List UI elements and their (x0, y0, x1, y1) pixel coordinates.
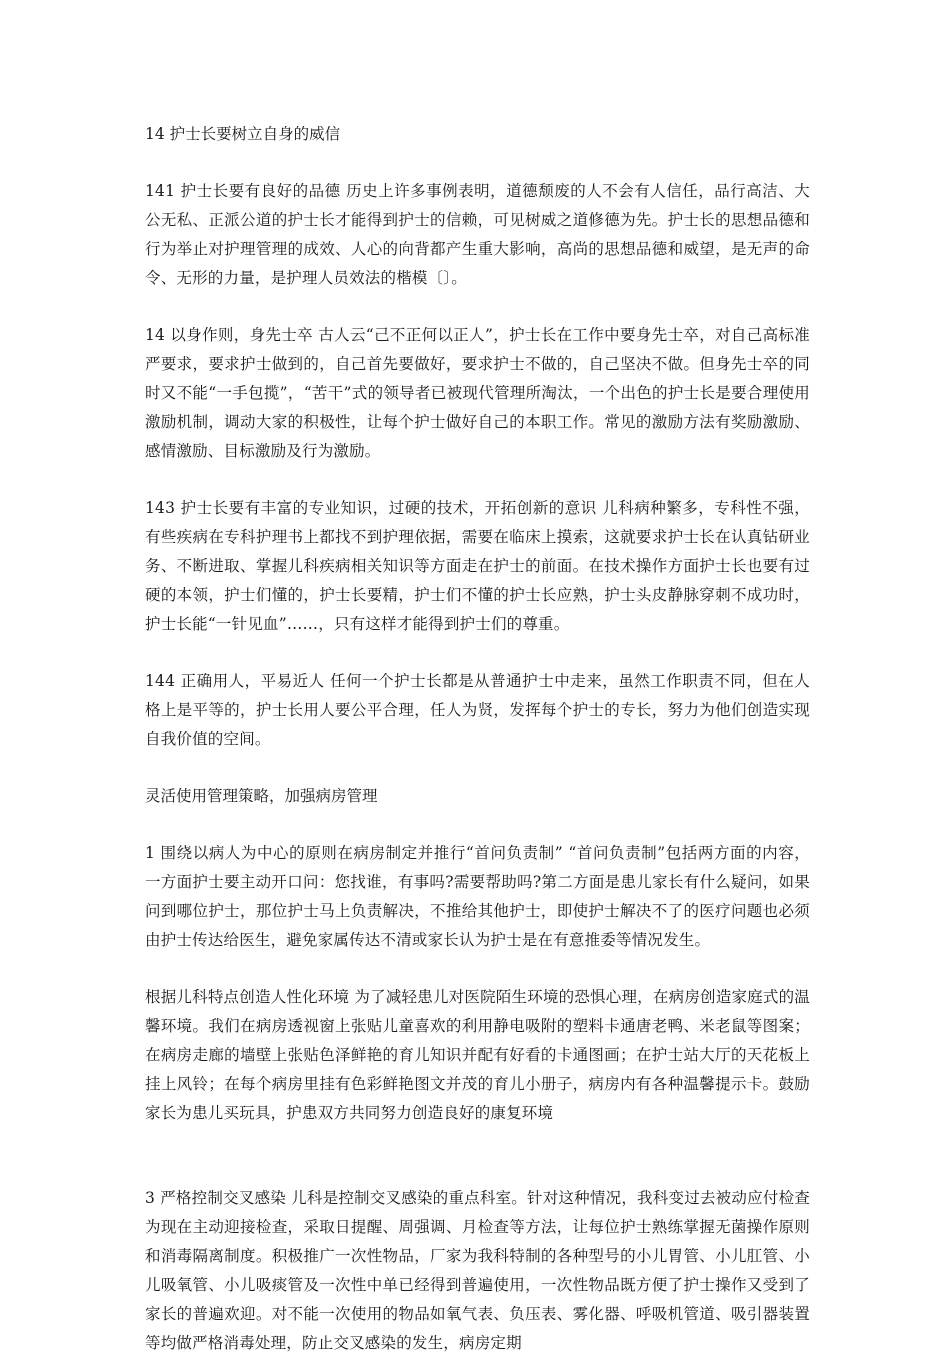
spacer (145, 639, 810, 667)
document-body (145, 120, 810, 1358)
paragraph-3-infection-control: 3 严格控制交叉感染 儿科是控制交叉感染的重点科室。针对这种情况，我科变过去被动应付检查为现在主动迎接检查，采取日提醒、周强调、月检查等方法，让每位护士熟练掌握无菌操作原则和消毒隔离制度。积极推广一次性物品，厂家为我科特制的各种型号的小儿胃管、小儿肛管、小儿吸氧管、小儿吸痰管及一次性中单已经得到普遍使用，一次性物品既方便了护士操作又受到了家长的普遍欢迎。对不能一次使用的物品如氧气表、负压表、雾化器、呼吸机管道、吸引器装置等均做严格消毒处理，防止交叉感染的发生，病房定期 (145, 1189, 810, 1352)
spacer (145, 811, 810, 839)
paragraph-144-use-people-properly: 144 正确用人，平易近人 任何一个护士长都是从普通护士中走来，虽然工作职责不同，但在人格上是平等的，护士长用人要公平合理，任人为贤，发挥每个护士的专长，努力为他们创造实现自我价值的空间。 (145, 672, 810, 748)
paragraph-142-lead-by-example: 14 以身作则，身先士卒 古人云“己不正何以正人”，护士长在工作中要身先士卒，对自己高标准严要求，要求护士做到的，自己首先要做好，要求护士不做的，自己坚决不做。但身先士卒的同时又不能“一手包揽”，“苦干”式的领导者已被现代管理所淘汰，一个出色的护士长是要合理使用激励机制，调动大家的积极性，让每个护士做好自己的本职工作。常见的激励方法有奖励激励、感情激励、目标激励及行为激励。 (145, 326, 810, 460)
spacer (145, 149, 810, 177)
spacer (145, 955, 810, 983)
section-heading-management-strategy: 灵活使用管理策略，加强病房管理 (145, 787, 378, 805)
spacer (145, 466, 810, 494)
paragraph-1-first-inquiry-responsibility: 1 围绕以病人为中心的原则在病房制定并推行“首问负责制” “首问负责制”包括两方面的内容，一方面护士要主动开口问：您找谁，有事吗?需要帮助吗?第二方面是患儿家长有什么疑问，如果问到哪位护士，那位护士马上负责解决，不推给其他护士，即使护士解决不了的医疗问题也必须由护士传达给医生，避免家属传达不清或家长认为护士是在有意推委等情况发生。 (145, 844, 810, 949)
paragraph-141-moral-character: 141 护士长要有良好的品德 历史上许多事例表明，道德颓废的人不会有人信任，品行高洁、大公无私、正派公道的护士长才能得到护士的信赖，可见树威之道修德为先。护士长的思想品德和行为举止对护理管理的成效、人心的向背都产生重大影响，高尚的思想品德和威望，是无声的命令、无形的力量，是护理人员效法的楷模〔〕。 (145, 182, 810, 287)
section-heading-prestige: 14 护士长要树立自身的威信 (145, 125, 341, 143)
spacer (145, 1128, 810, 1184)
paragraph-2-humanized-environment: 根据儿科特点创造人性化环境 为了减轻患儿对医院陌生环境的恐惧心理，在病房创造家庭式的温馨环境。我们在病房透视窗上张贴儿童喜欢的利用静电吸附的塑料卡通唐老鸭、米老鼠等图案；在病房走廊的墙壁上张贴色泽鲜艳的育儿知识并配有好看的卡通图画；在护士站大厅的天花板上挂上风铃；在每个病房里挂有色彩鲜艳图文并茂的育儿小册子，病房内有各种温馨提示卡。鼓励家长为患儿买玩具，护患双方共同努力创造良好的康复环境 (145, 988, 810, 1122)
spacer (145, 754, 810, 782)
spacer (145, 293, 810, 321)
paragraph-143-professional-knowledge: 143 护士长要有丰富的专业知识，过硬的技术，开拓创新的意识 儿科病种繁多，专科性不强，有些疾病在专科护理书上都找不到护理依据，需要在临床上摸索，这就要求护士长在认真钻研业务、不断进取、掌握儿科疾病相关知识等方面走在护士的前面。在技术操作方面护士长也要有过硬的本领，护士们懂的，护士长要精，护士们不懂的护士长应熟，护士头皮静脉穿刺不成功时，护士长能“一针见血”……，只有这样才能得到护士们的尊重。 (145, 499, 810, 633)
